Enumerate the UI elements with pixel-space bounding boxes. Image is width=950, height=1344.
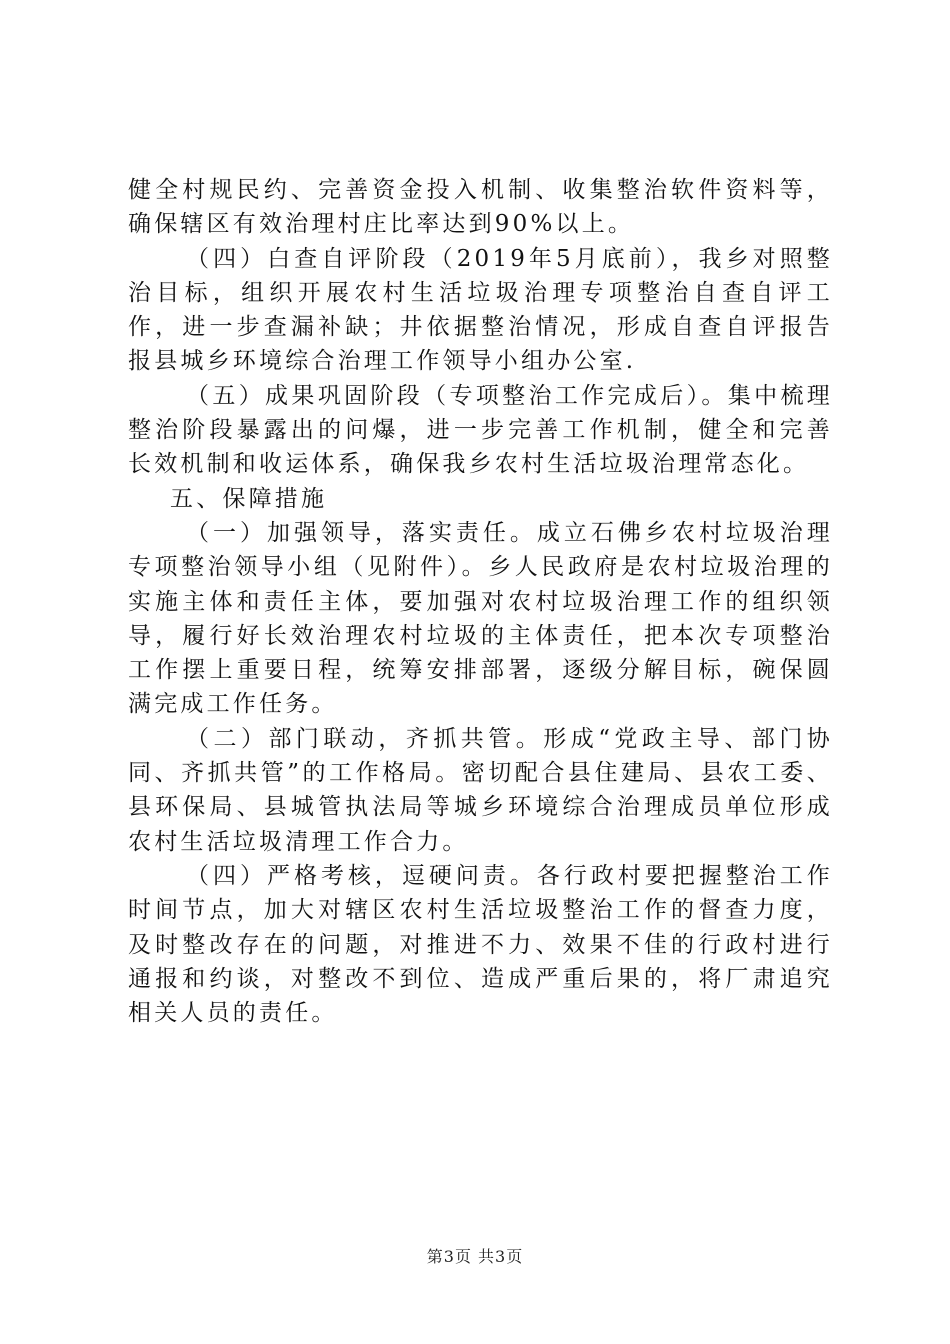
paragraph-department-linkage: （二）部门联动，齐抓共管。形成“党政主导、部门协同、齐抓共管”的工作格局。密切配合县住建局、县农工委、县环保局、县城管执法局等城乡环境综合治理成员单位形成农村生活垃圾清理工作合力。 [128, 725, 833, 855]
paragraph-assessment-accountability: （四）严格考核，逗硬问责。各行政村要把握整治工作时间节点，加大对辖区农村生活垃圾整治工作的督查力度，及时整改存在的问题，对推进不力、效果不佳的行政村进行通报和约谈，对整改不到位、造成严重后果的，将厂肃追究相关人员的责任。 [128, 862, 833, 1027]
paragraph-leadership: （一）加强领导，落实责任。成立石佛乡农村垃圾治理专项整治领导小组（见附件）。乡人民政府是农村垃圾治理的实施主体和责任主体，要加强对农村垃圾治理工作的组织领导，履行好长效治理农村垃圾的主体责任，把本次专项整治工作摆上重要日程，统筹安排部署，逐级分解目标，碗保圆满完成工作任务。 [128, 519, 833, 718]
document-body [128, 173, 833, 1030]
paragraph-continuation: 健全村规民约、完善资金投入机制、收集整治软件资料等，确保辖区有效治理村庄比率达到90%以上。 [128, 177, 833, 238]
section-heading-safeguards: 五、保障措施 [170, 485, 328, 512]
paragraph-self-assessment-stage: （四）白查自评阶段（2019年5月底前），我乡对照整治目标，组织开展农村生活垃圾治理专项整治自查自评工作，进一步查漏补缺；井依据整治情况，形成自查自评报告报县城乡环境综合治理工作领导小组办公室. [128, 245, 833, 375]
page-number-footer: 第3页 共3页 [426, 1247, 524, 1266]
paragraph-consolidation-stage: （五）成果巩固阶段（专项整治工作完成后）。集中梳理整治阶段暴露出的问爆，进一步完善工作机制，健全和完善长效机制和收运体系，确保我乡农村生活垃圾治理常态化。 [128, 382, 833, 478]
